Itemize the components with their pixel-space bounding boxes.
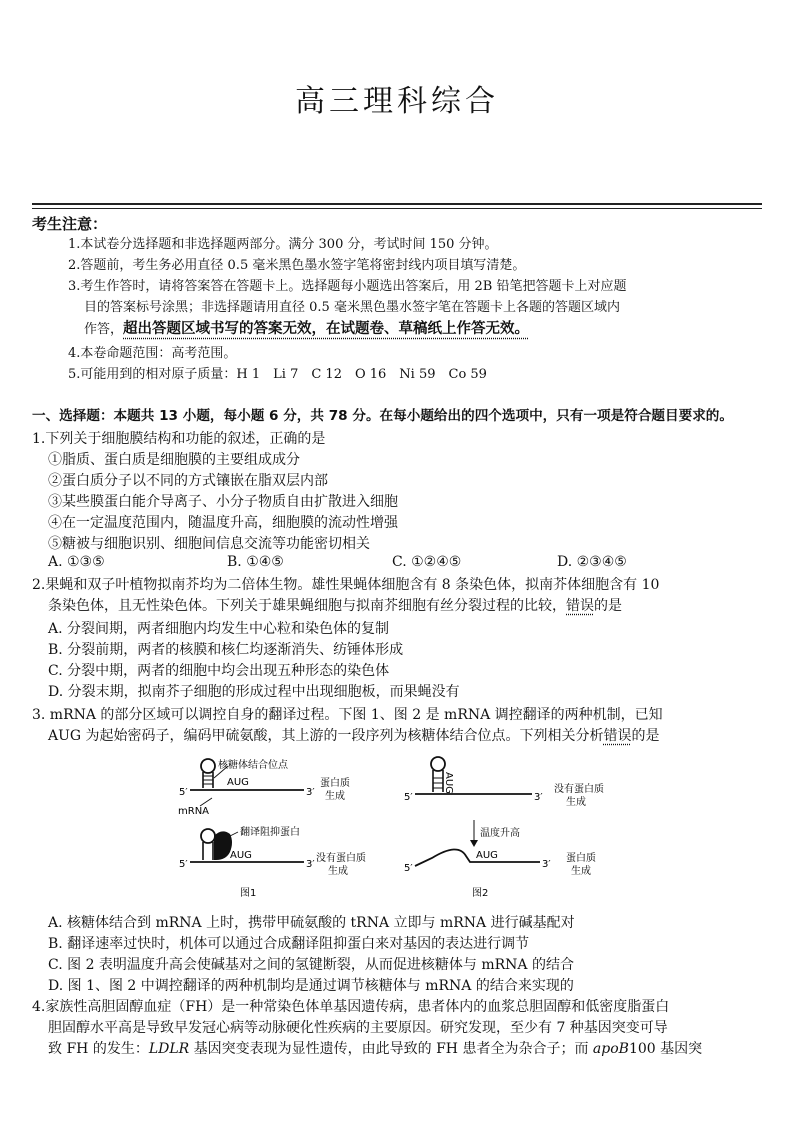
q1-option-c[interactable]: C. ①②④⑤ [392,554,462,570]
q2-emphasis-wrong: 错误 [566,598,594,614]
label-temp-rise: 温度升高 [480,828,520,839]
q2-stem-text: 条染色体，且无性染色体。下列关于雄果蝇细胞与拟南芥细胞有丝分裂过程的比较， [48,598,566,614]
q1-option-d[interactable]: D. ②③④⑤ [557,554,627,570]
q2-stem-end: 的是 [594,598,622,614]
notice-item-4: 4.本卷命题范围：高考范围。 [68,346,237,361]
gene-apob: apoB [592,1041,629,1057]
notice-emphasis: 超出答题区域书写的答案无效，在试题卷、草稿纸上作答无效。 [123,321,530,337]
notice-heading: 考生注意： [32,215,108,233]
q1-option-b[interactable]: B. ①④⑤ [227,554,284,570]
label-aug: AUG [230,850,252,861]
label-protein-made-fig2-2: 生成 [571,866,591,877]
label-5prime: 5′ [404,863,413,874]
label-mrna: mRNA [178,806,210,817]
q3-option-b[interactable]: B. 翻译速率过快时，机体可以通过合成翻译阻抑蛋白来对基因的表达进行调节 [48,936,530,952]
label-repressor: 翻译阻抑蛋白 [240,827,300,838]
q3-option-c[interactable]: C. 图 2 表明温度升高会使碱基对之间的氢键断裂，从而促进核糖体与 mRNA 的结合 [48,957,574,973]
notice-item-3-end [84,320,529,339]
label-no-protein-2: 生成 [328,866,348,877]
label-no-protein: 没有蛋白质 [316,853,366,864]
mrna-figure [170,752,630,907]
divider-thin [32,208,762,209]
q2-option-c[interactable]: C. 分裂中期，两者的细胞中均会出现五种形态的染色体 [48,663,390,679]
label-no-protein-fig2: 没有蛋白质 [554,784,604,795]
label-ribosome-site: 核糖体结合位点 [218,760,288,771]
q3-stem-line1: 3. mRNA 的部分区域可以调控自身的翻译过程。下图 1、图 2 是 mRNA 调控翻译的两种机制，已知 [32,707,663,723]
divider-thick [32,203,762,205]
q2-option-d[interactable]: D. 分裂末期，拟南芥子细胞的形成过程中出现细胞板，而果蝇没有 [48,684,460,700]
q4-line1: 4.家族性高胆固醇血症（FH）是一种常染色体单基因遗传病，患者体内的血浆总胆固醇和低密度脂蛋白 [32,999,670,1015]
q1-item: ⑤糖被与细胞识别、细胞间信息交流等功能密切相关 [48,536,370,552]
label-protein-made: 蛋白质 [320,778,350,789]
q1-item: ③某些膜蛋白能介导离子、小分子物质自由扩散进入细胞 [48,494,398,510]
label-3prime: 3′ [534,792,543,803]
q4-text: 致 FH 的发生： [48,1041,149,1057]
gene-ldlr: LDLR [148,1041,190,1057]
label-aug: AUG [227,777,249,788]
q2-option-a[interactable]: A. 分裂间期，两者细胞内均发生中心粒和染色体的复制 [48,621,390,637]
notice-item-2: 2.答题前，考生务必用直径 0.5 毫米黑色墨水签字笔将密封线内项目填写清楚。 [68,258,526,273]
q3-option-d[interactable]: D. 图 1、图 2 中调控翻译的两种机制均是通过调节核糖体与 mRNA 的结合来实现的 [48,978,574,994]
q3-stem-end: 的是 [631,728,660,744]
q4-text: 100 基因突 [628,1041,703,1057]
label-no-protein-fig2-2: 生成 [566,797,586,808]
q1-option-a[interactable]: A. ①③⑤ [48,554,105,570]
label-protein-made-2: 生成 [325,791,345,802]
q4-text: 基因突变表现为显性遗传，由此导致的 FH 患者全为杂合子；而 [189,1041,593,1057]
label-3prime: 3′ [306,787,315,798]
q4-line3 [48,1040,702,1058]
label-3prime: 3′ [306,859,315,870]
label-fig1: 图1 [240,888,257,899]
q3-stem-line2 [48,727,660,745]
label-5prime: 5′ [179,787,188,798]
q2-stem-line2 [48,597,622,615]
q3-option-a[interactable]: A. 核糖体结合到 mRNA 上时，携带甲硫氨酸的 tRNA 立即与 mRNA 进行碱基配对 [48,915,575,931]
q3-stem-text: AUG 为起始密码子，编码甲硫氨酸，其上游的一段序列为核糖体结合位点。下列相关分析 [48,728,604,744]
q1-item: ①脂质、蛋白质是细胞膜的主要组成成分 [48,452,300,468]
q2-option-b[interactable]: B. 分裂前期，两者的核膜和核仁均逐渐消失、纺锤体形成 [48,642,404,658]
q1-item: ②蛋白质分子以不同的方式镶嵌在脂双层内部 [48,473,328,489]
label-aug: AUG [476,850,498,861]
q4-line2: 胆固醇水平高是导致早发冠心病等动脉硬化性疾病的主要原因。研究发现，至少有 7 种基因突变可导 [48,1020,668,1036]
q2-stem-line1: 2.果蝇和双子叶植物拟南芥均为二倍体生物。雄性果蝇体细胞含有 8 条染色体，拟南芥体细胞含有 10 [32,577,660,593]
section-heading: 一、选择题：本题共 13 小题，每小题 6 分，共 78 分。在每小题给出的四个选项中，只有一项是符合题目要求的。 [32,408,733,424]
q3-emphasis-wrong: 错误 [603,728,632,744]
notice-item-3-cont: 目的答案标号涂黑；非选择题请用直径 0.5 毫米黑色墨水签字笔在答题卡上各题的答题区域内 [84,300,620,315]
q1-item: ④在一定温度范围内，随温度升高，细胞膜的流动性增强 [48,515,398,531]
notice-item-5: 5.可能用到的相对原子质量：H 1 Li 7 C 12 O 16 Ni 59 Co 59 [68,367,487,382]
label-protein-made-fig2: 蛋白质 [566,853,596,864]
label-aug-vertical: AUG [443,772,454,794]
q1-stem: 1.下列关于细胞膜结构和功能的叙述，正确的是 [32,431,326,447]
arrow-head-icon [470,840,478,847]
notice-item-3: 3.考生作答时，请将答案答在答题卡上。选择题每小题选出答案后，用 2B 铅笔把答题卡上对应题 [68,279,627,294]
notice-item-1: 1.本试卷分选择题和非选择题两部分。满分 300 分，考试时间 150 分钟。 [68,237,498,252]
page-title: 高三理科综合 [295,84,499,119]
label-3prime: 3′ [542,859,551,870]
label-5prime: 5′ [179,859,188,870]
label-fig2: 图2 [472,888,489,899]
notice-item-3-prefix: 作答， [84,322,124,337]
label-5prime: 5′ [404,792,413,803]
fig2-top-diagram [415,757,532,794]
